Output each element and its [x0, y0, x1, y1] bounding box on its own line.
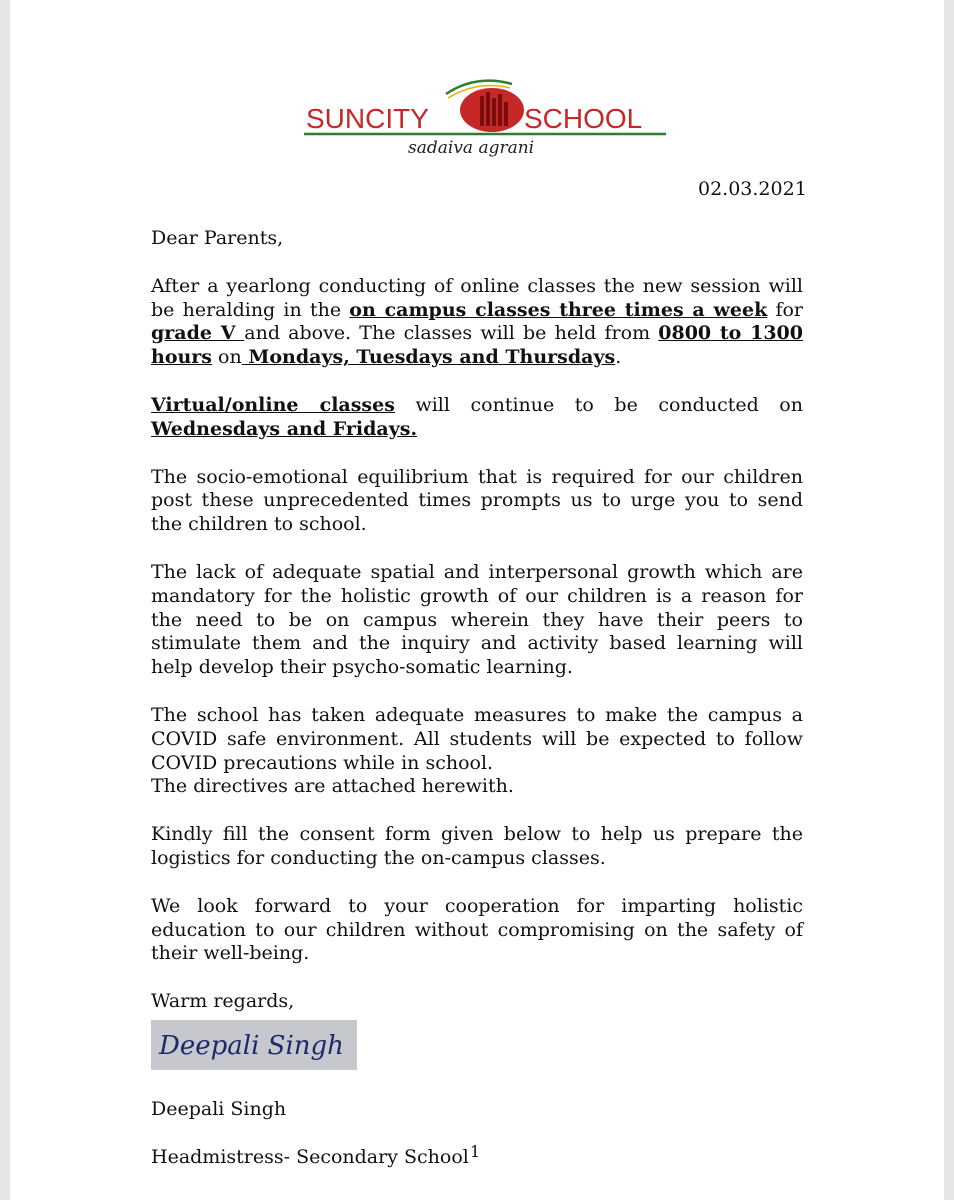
school-logo [296, 76, 676, 160]
paragraph-on-campus-classes [151, 275, 803, 370]
emphasis-virtual-days: Wednesdays and Fridays. [151, 417, 418, 440]
logo-word-right: SCHOOL [524, 103, 643, 134]
letter-date: 02.03.2021 [698, 178, 807, 200]
signer-title: Headmistress- Secondary School [151, 1145, 469, 1168]
emphasis-hours: 0800 to 1300 hours [151, 322, 803, 369]
text-run: After a yearlong conducting of online classes the new session will be heralding in the [151, 274, 803, 321]
paragraph-socio-emotional: The socio-emotional equilibrium that is required for our children post these unprecedented times prompts us to urge you to send the children to school. [151, 465, 803, 536]
paragraph-virtual-classes [151, 394, 803, 442]
paragraph-directives: The directives are attached herewith. [151, 775, 514, 798]
paragraph-growth: The lack of adequate spatial and interpersonal growth which are mandatory for the holistic growth of our children is a reason for the need to be on campus wherein they have their peers to stimulate them and the inquiry and activity based learning will help develop their psycho-somatic learning. [151, 560, 803, 679]
signature-image [151, 1020, 357, 1070]
letter-page [10, 0, 944, 1200]
emphasis-virtual: Virtual/online classes [151, 393, 395, 416]
closing: Warm regards, [151, 990, 295, 1013]
text-run: and above. The classes will be held from [244, 322, 659, 345]
paragraph-covid-measures: The school has taken adequate measures to make the campus a COVID safe environment. All students will be expected to follow COVID precautions while in school. [151, 703, 803, 774]
emphasis-on-campus: on campus classes three times a week [349, 298, 768, 321]
letter-body [151, 227, 803, 1194]
logo-tagline: sadaiva agrani [408, 138, 535, 158]
signer-name: Deepali Singh [151, 1097, 287, 1120]
page-number: 1 [470, 1142, 481, 1161]
emphasis-days: Mondays, Tuesdays and Thursdays [241, 346, 616, 369]
emphasis-grade: grade V [151, 322, 245, 345]
text-run: will continue to be conducted on [394, 393, 803, 416]
text-run: . [615, 346, 622, 369]
paragraph-consent-form: Kindly fill the consent form given below to help us prepare the logistics for conducting the on-campus classes. [151, 823, 803, 869]
paragraph-cooperation: We look forward to your cooperation for imparting holistic education to our children without compromising on the safety of their well-being. [151, 894, 803, 965]
handwritten-signature: Deepali Singh [159, 1030, 344, 1061]
text-run: for [767, 298, 803, 321]
text-run: on [212, 346, 242, 369]
salutation: Dear Parents, [151, 227, 284, 249]
logo-word-left: SUNCITY [306, 103, 429, 134]
